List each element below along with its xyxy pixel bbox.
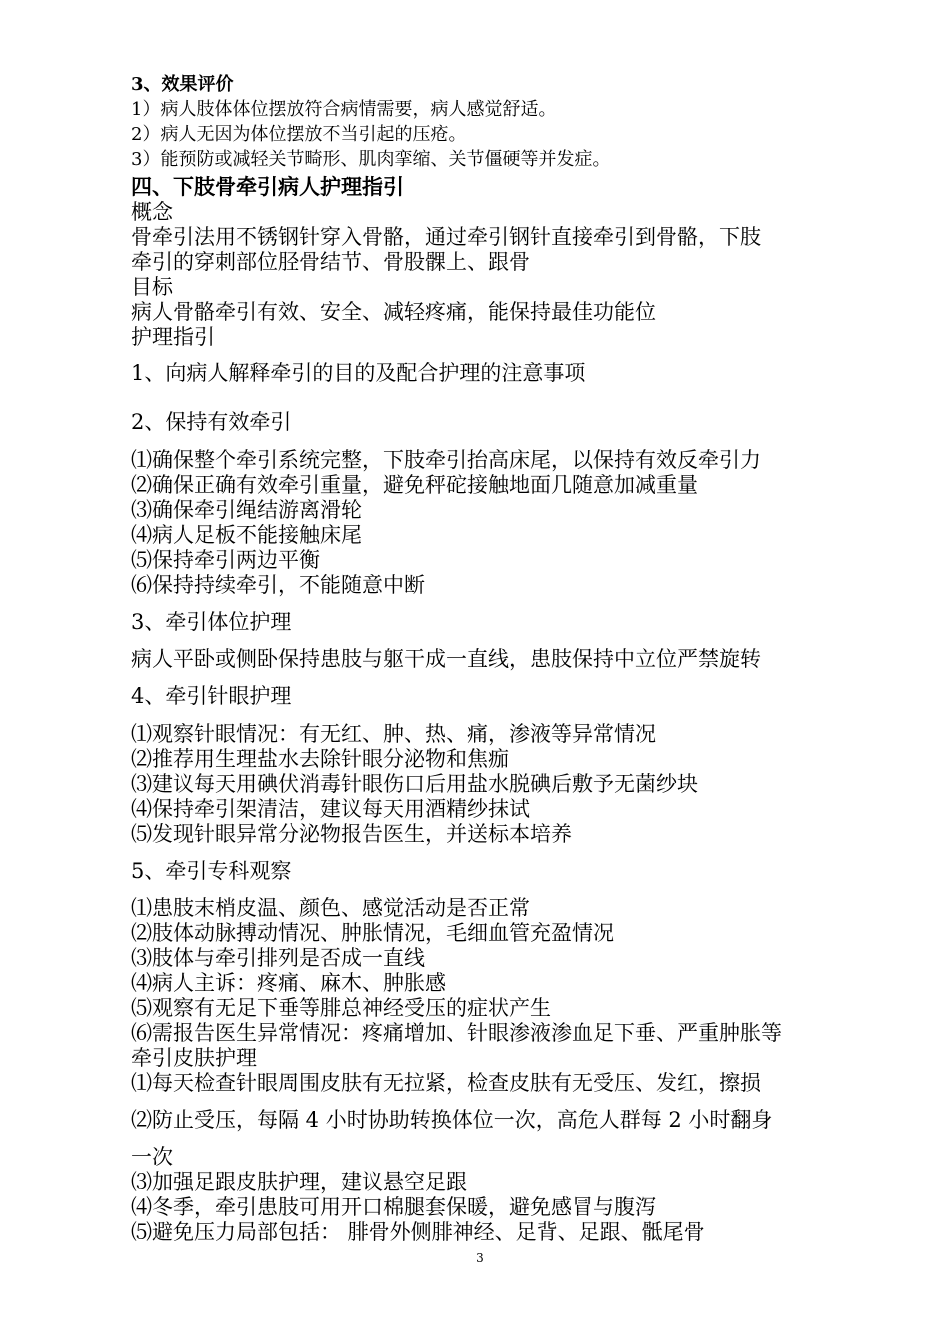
- list-item: ⑵推荐用生理盐水去除针眼分泌物和焦痂: [131, 747, 509, 771]
- list-item: ⑸避免压力局部包括： 腓骨外侧腓神经、足背、足跟、骶尾骨: [131, 1220, 705, 1244]
- subheading-skin-care: 牵引皮肤护理: [131, 1046, 257, 1070]
- list-item: ⑶加强足跟皮肤护理，建议悬空足跟: [131, 1170, 467, 1194]
- list-item: ⑷冬季，牵引患肢可用开口棉腿套保暖，避免感冒与腹泻: [131, 1195, 656, 1219]
- list-item: ⑴患肢末梢皮温、颜色、感觉活动是否正常: [131, 896, 530, 920]
- list-item: ⑶确保牵引绳结游离滑轮: [131, 498, 362, 522]
- text-line: 2）病人无因为体位摆放不当引起的压疮。: [131, 124, 467, 145]
- section-heading-effect-evaluation: 3、效果评价: [131, 74, 234, 95]
- list-item: ⑵防止受压，每隔 4 小时协助转换体位一次，高危人群每 2 小时翻身: [131, 1108, 773, 1132]
- subheading-nursing-guide: 护理指引: [131, 325, 215, 349]
- list-item: ⑵确保正确有效牵引重量，避免秤砣接触地面几随意加减重量: [131, 473, 698, 497]
- text-line: 牵引的穿刺部位胫骨结节、骨股髁上、跟骨: [131, 250, 530, 274]
- list-item: ⑸发现针眼异常分泌物报告医生，并送标本培养: [131, 822, 572, 846]
- text-line: 2、保持有效牵引: [131, 410, 292, 434]
- text-line: 骨牵引法用不锈钢针穿入骨骼，通过牵引钢针直接牵引到骨骼，下肢: [131, 225, 761, 249]
- list-item: ⑴确保整个牵引系统完整，下肢牵引抬高床尾，以保持有效反牵引力: [131, 448, 761, 472]
- list-item: ⑹保持持续牵引，不能随意中断: [131, 573, 425, 597]
- list-item: ⑷病人主诉：疼痛、麻木、肿胀感: [131, 971, 446, 995]
- list-item: ⑴观察针眼情况：有无红、肿、热、痛，渗液等异常情况: [131, 722, 656, 746]
- list-item: ⑷病人足板不能接触床尾: [131, 523, 362, 547]
- text-line: 1、向病人解释牵引的目的及配合护理的注意事项: [131, 361, 586, 385]
- subheading-concept: 概念: [131, 200, 173, 224]
- list-item: ⑶建议每天用碘伏消毒针眼伤口后用盐水脱碘后敷予无菌纱块: [131, 772, 698, 796]
- list-item: ⑷保持牵引架清洁，建议每天用酒精纱抹试: [131, 797, 530, 821]
- text-line: 一次: [131, 1145, 173, 1169]
- chapter-heading: 四、下肢骨牵引病人护理指引: [131, 174, 404, 199]
- text-line: 病人骨骼牵引有效、安全、减轻疼痛，能保持最佳功能位: [131, 300, 656, 324]
- subheading-goal: 目标: [131, 275, 173, 299]
- list-item: ⑶肢体与牵引排列是否成一直线: [131, 946, 425, 970]
- list-item: ⑵肢体动脉搏动情况、肿胀情况，毛细血管充盈情况: [131, 921, 614, 945]
- list-item: ⑴每天检查针眼周围皮肤有无拉紧，检查皮肤有无受压、发红，擦损: [131, 1071, 761, 1095]
- text-line: 4、牵引针眼护理: [131, 684, 292, 708]
- list-item: ⑹需报告医生异常情况：疼痛增加、针眼渗液渗血足下垂、严重肿胀等: [131, 1021, 782, 1045]
- text-line: 3）能预防或减轻关节畸形、肌肉挛缩、关节僵硬等并发症。: [131, 149, 611, 170]
- text-line: 3、牵引体位护理: [131, 610, 292, 634]
- list-item: ⑸保持牵引两边平衡: [131, 548, 320, 572]
- text-line: 1）病人肢体体位摆放符合病情需要，病人感觉舒适。: [131, 99, 557, 120]
- text-line: 5、牵引专科观察: [131, 859, 292, 883]
- text-line: 病人平卧或侧卧保持患肢与躯干成一直线，患肢保持中立位严禁旋转: [131, 647, 761, 671]
- list-item: ⑸观察有无足下垂等腓总神经受压的症状产生: [131, 996, 551, 1020]
- page-number: 3: [476, 1251, 484, 1265]
